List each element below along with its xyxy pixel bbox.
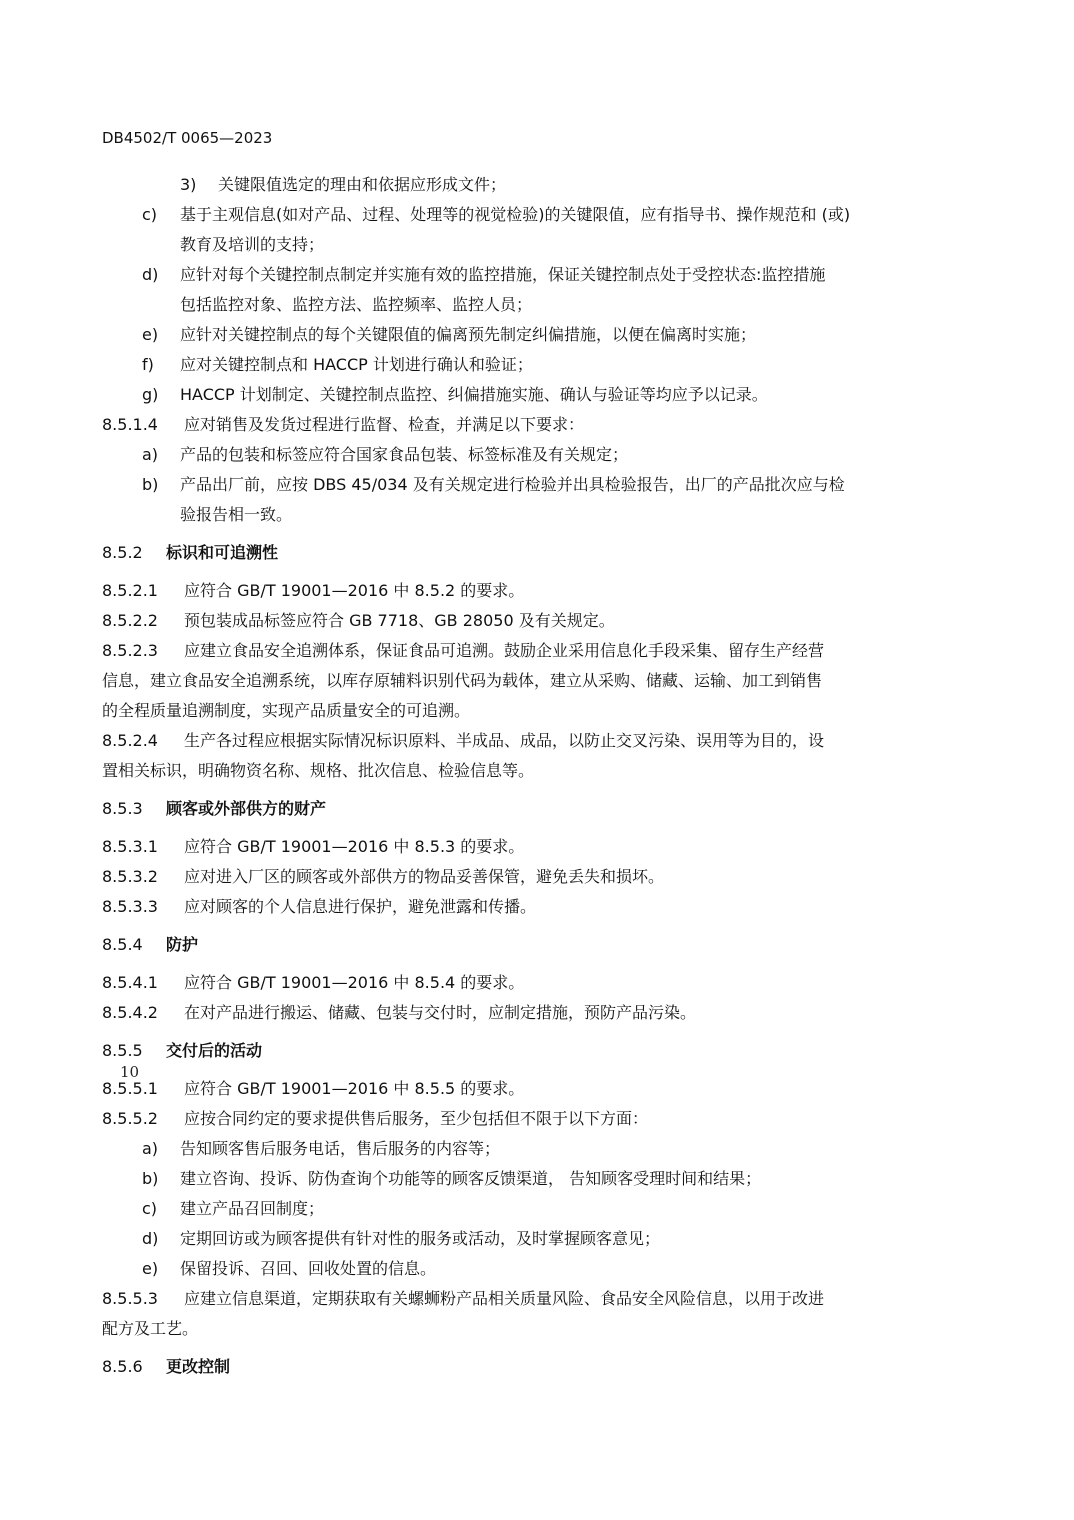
list-item-text: 产品出厂前，应按 DBS 45/034 及有关规定进行检验并出具检验报告，出厂的产品批次应与检 <box>180 475 845 494</box>
clause-text: 生产各过程应根据实际情况标识原料、半成品、成品，以防止交叉污染、误用等为目的，设 <box>184 731 825 750</box>
clause-line <box>102 1074 962 1104</box>
clause-line <box>102 998 962 1028</box>
list-marker: b) <box>142 1169 159 1188</box>
section-number: 8.5.6 <box>102 1357 143 1376</box>
clause-text: 应符合 GB/T 19001—2016 中 8.5.2 的要求。 <box>184 581 525 600</box>
section-number: 8.5.2 <box>102 543 143 562</box>
clause-line <box>102 606 962 636</box>
paragraph-line <box>102 696 962 726</box>
list-item-text: 建立咨询、投诉、防伪查询个功能等的顾客反馈渠道， 告知顾客受理时间和结果； <box>180 1169 762 1188</box>
section-title: 标识和可追溯性 <box>166 543 279 562</box>
list-marker: f) <box>142 355 154 374</box>
list-marker: 3) <box>180 175 197 194</box>
section-heading <box>102 1351 962 1382</box>
paragraph-text: 置相关标识，明确物资名称、规格、批次信息、检验信息等。 <box>102 761 535 780</box>
clause-number: 8.5.2.2 <box>102 611 158 630</box>
list-marker: g) <box>142 385 159 404</box>
clause-line <box>102 862 962 892</box>
clause-number: 8.5.5.2 <box>102 1109 158 1128</box>
list-item <box>102 440 962 470</box>
section-heading <box>102 537 962 568</box>
clause-text: 应按合同约定的要求提供售后服务，至少包括但不限于以下方面： <box>184 1109 649 1128</box>
clause-line <box>102 576 962 606</box>
clause-number: 8.5.2.1 <box>102 581 158 600</box>
document-code-header: DB4502/T 0065—2023 <box>102 129 273 147</box>
list-item-continuation <box>102 230 962 260</box>
list-item-continuation <box>102 290 962 320</box>
section-number: 8.5.5 <box>102 1041 143 1060</box>
clause-line <box>102 968 962 998</box>
list-item-text: 告知顾客售后服务电话，售后服务的内容等； <box>180 1139 501 1158</box>
section-title: 更改控制 <box>166 1357 231 1376</box>
clause-text: 应对进入厂区的顾客或外部供方的物品妥善保管，避免丢失和损坏。 <box>184 867 665 886</box>
clause-line <box>102 1284 962 1314</box>
section-heading <box>102 1035 962 1066</box>
section-title: 顾客或外部供方的财产 <box>166 799 327 818</box>
clause-text: 应符合 GB/T 19001—2016 中 8.5.3 的要求。 <box>184 837 525 856</box>
list-item <box>102 1194 962 1224</box>
list-item <box>102 1164 962 1194</box>
clause-number: 8.5.4.2 <box>102 1003 158 1022</box>
list-item-text: 基于主观信息(如对产品、过程、处理等的视觉检验)的关键限值，应有指导书、操作规范和 (或) <box>180 205 851 224</box>
list-item <box>102 380 962 410</box>
paragraph-line <box>102 1314 962 1344</box>
clause-line <box>102 892 962 922</box>
clause-text: 在对产品进行搬运、储藏、包装与交付时，应制定措施，预防产品污染。 <box>184 1003 697 1022</box>
clause-text: 预包装成品标签应符合 GB 7718、GB 28050 及有关规定。 <box>184 611 615 630</box>
list-marker: c) <box>142 205 158 224</box>
clause-number: 8.5.1.4 <box>102 415 158 434</box>
list-marker: e) <box>142 325 159 344</box>
paragraph-text: 信息，建立食品安全追溯系统，以库存原辅料识别代码为载体，建立从采购、储藏、运输、加工到销售 <box>102 671 823 690</box>
clause-line <box>102 636 962 666</box>
continuation-text: 包括监控对象、监控方法、监控频率、监控人员； <box>180 295 533 314</box>
clause-number: 8.5.2.3 <box>102 641 158 660</box>
list-item-text: 产品的包装和标签应符合国家食品包装、标签标准及有关规定； <box>180 445 629 464</box>
clause-number: 8.5.3.3 <box>102 897 158 916</box>
list-marker: c) <box>142 1199 158 1218</box>
clause-line <box>102 410 962 440</box>
section-title: 防护 <box>166 935 199 954</box>
section-title: 交付后的活动 <box>166 1041 263 1060</box>
list-item <box>102 350 962 380</box>
clause-number: 8.5.2.4 <box>102 731 158 750</box>
list-item-text: 应对关键控制点和 HACCP 计划进行确认和验证； <box>180 355 533 374</box>
clause-text: 应建立信息渠道，定期获取有关螺蛳粉产品相关质量风险、食品安全风险信息，以用于改进 <box>184 1289 825 1308</box>
clause-text: 应对顾客的个人信息进行保护，避免泄露和传播。 <box>184 897 537 916</box>
paragraph-text: 配方及工艺。 <box>102 1319 199 1338</box>
list-item <box>102 260 962 290</box>
list-marker: b) <box>142 475 159 494</box>
paragraph-line <box>102 666 962 696</box>
paragraph-text: 的全程质量追溯制度，实现产品质量安全的可追溯。 <box>102 701 471 720</box>
section-number: 8.5.3 <box>102 799 143 818</box>
list-item <box>102 470 962 500</box>
clause-number: 8.5.5.1 <box>102 1079 158 1098</box>
clause-line <box>102 1104 962 1134</box>
list-item-text: 应针对关键控制点的每个关键限值的偏离预先制定纠偏措施，以便在偏离时实施； <box>180 325 757 344</box>
page-number: 10 <box>120 1063 140 1081</box>
section-heading <box>102 793 962 824</box>
list-item <box>102 1134 962 1164</box>
list-item-text: HACCP 计划制定、关键控制点监控、纠偏措施实施、确认与验证等均应予以记录。 <box>180 385 768 404</box>
list-item-text: 定期回访或为顾客提供有针对性的服务或活动，及时掌握顾客意见； <box>180 1229 661 1248</box>
list-item-text: 关键限值选定的理由和依据应形成文件； <box>218 175 507 194</box>
list-item <box>102 320 962 350</box>
clause-number: 8.5.3.2 <box>102 867 158 886</box>
clause-text: 应建立食品安全追溯体系，保证食品可追溯。鼓励企业采用信息化手段采集、留存生产经营 <box>184 641 825 660</box>
section-number: 8.5.4 <box>102 935 143 954</box>
continuation-text: 验报告相一致。 <box>180 505 293 524</box>
clause-line <box>102 726 962 756</box>
clause-text: 应符合 GB/T 19001—2016 中 8.5.4 的要求。 <box>184 973 525 992</box>
clause-number: 8.5.4.1 <box>102 973 158 992</box>
paragraph-line <box>102 756 962 786</box>
clause-number: 8.5.5.3 <box>102 1289 158 1308</box>
list-marker: a) <box>142 445 159 464</box>
document-body <box>102 170 962 1390</box>
list-item <box>102 170 962 200</box>
continuation-text: 教育及培训的支持； <box>180 235 325 254</box>
section-heading <box>102 929 962 960</box>
clause-text: 应对销售及发货过程进行监督、检查，并满足以下要求： <box>184 415 585 434</box>
list-item-text: 建立产品召回制度； <box>180 1199 325 1218</box>
clause-line <box>102 832 962 862</box>
clause-text: 应符合 GB/T 19001—2016 中 8.5.5 的要求。 <box>184 1079 525 1098</box>
list-marker: e) <box>142 1259 159 1278</box>
list-item-text: 保留投诉、召回、回收处置的信息。 <box>180 1259 437 1278</box>
list-item <box>102 200 962 230</box>
clause-number: 8.5.3.1 <box>102 837 158 856</box>
list-item <box>102 1254 962 1284</box>
list-item <box>102 1224 962 1254</box>
list-item-continuation <box>102 500 962 530</box>
list-item-text: 应针对每个关键控制点制定并实施有效的监控措施，保证关键控制点处于受控状态:监控措施 <box>180 265 826 284</box>
list-marker: a) <box>142 1139 159 1158</box>
list-marker: d) <box>142 1229 159 1248</box>
list-marker: d) <box>142 265 159 284</box>
